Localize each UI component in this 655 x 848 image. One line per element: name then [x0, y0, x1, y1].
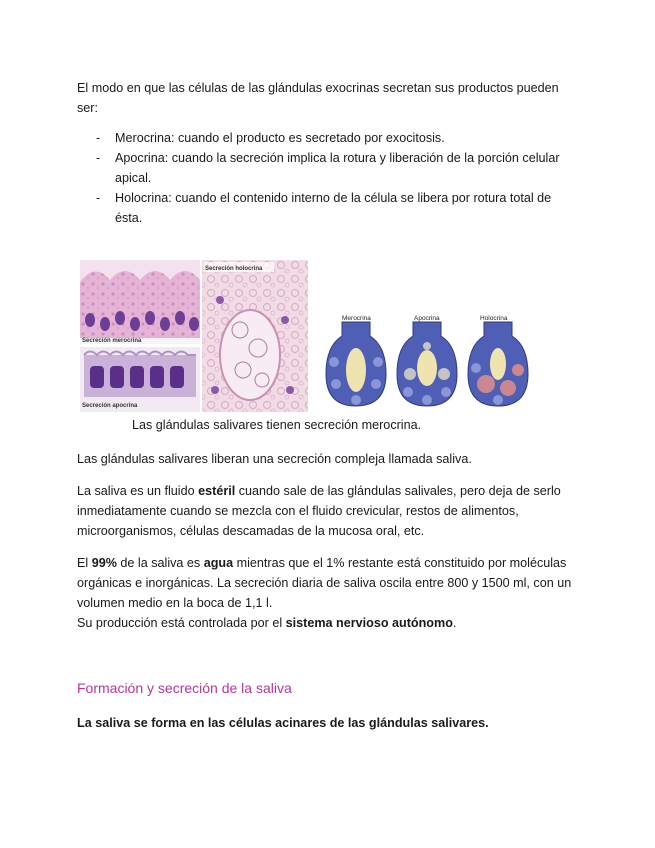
paragraph-control-nervioso	[77, 613, 577, 633]
list-dash: -	[96, 191, 101, 205]
list-dash: -	[96, 151, 101, 165]
text-run: El	[77, 556, 92, 570]
merocrine-micrograph	[80, 260, 200, 344]
figure-caption: Las glándulas salivares tienen secreción merocrina.	[132, 418, 422, 432]
paragraph-formacion: La saliva se forma en las células acinares de las glándulas salivares.	[77, 716, 489, 730]
bold-term-99: 99%	[91, 556, 117, 570]
list-dash: -	[96, 131, 101, 145]
gland-diagram-merocrina	[326, 322, 386, 406]
text-run: Su producción está controlada por el	[77, 616, 286, 630]
holocrine-micrograph	[202, 260, 308, 412]
gland-diagram-apocrina	[397, 322, 457, 406]
list-item-holocrina	[96, 188, 576, 228]
text-run: La saliva es un fluido	[77, 484, 199, 498]
list-item-text: Merocrina: cuando el producto es secretado por exocitosis.	[115, 131, 445, 145]
micro-label-holocrina: Secreción holocrina	[205, 266, 263, 272]
text-run: .	[452, 616, 457, 630]
intro-paragraph: El modo en que las células de las glándulas exocrinas secretan sus productos pueden ser:	[77, 81, 559, 115]
paragraph-saliva-intro: Las glándulas salivares liberan una secreción compleja llamada saliva.	[77, 452, 472, 466]
text-run: cuando sale de las glándulas salivales, pero deja de serlo inmediatamente cuando se mezcla con el fluido crevicular, restos de alimentos, microorganismos, células descamadas de la mucosa oral, etc.	[77, 484, 561, 538]
list-item-apocrina	[96, 148, 576, 188]
diagram-label-apocrina: Apocrina	[414, 315, 440, 322]
gland-diagram-holocrina	[468, 322, 528, 406]
diagram-label-merocrina: Merocrina	[342, 315, 371, 322]
bold-term-sistema-nervioso: sistema nervioso autónomo	[285, 616, 453, 630]
secretion-diagram	[322, 312, 534, 410]
bold-term-esteril: estéril	[198, 484, 236, 498]
diagram-label-holocrina: Holocrina	[480, 315, 508, 322]
paragraph-saliva-esteril	[77, 481, 577, 541]
micrograph-figure	[80, 260, 308, 412]
list-item-merocrina	[96, 128, 576, 148]
section-heading: Formación y secreción de la saliva	[77, 680, 292, 696]
text-run: mientras que el 1% restante está constituido por moléculas orgánicas e inorgánicas. La secreción diaria de saliva oscila entre 800 y 1500 ml, con un volumen medio en la boca de 1,1 l.	[77, 556, 572, 610]
text-run: de la saliva es	[116, 556, 204, 570]
paragraph-saliva-composicion	[77, 553, 577, 613]
micro-label-apocrina: Secreción apocrina	[82, 403, 138, 409]
list-item-text: Holocrina: cuando el contenido interno de la célula se libera por rotura total de ésta.	[115, 191, 552, 225]
list-item-text: Apocrina: cuando la secreción implica la rotura y liberación de la porción celular apical.	[115, 151, 560, 185]
micro-label-merocrina: Secreción merocrina	[82, 338, 142, 344]
bold-term-agua: agua	[203, 556, 234, 570]
secretion-modes-list	[96, 128, 576, 228]
